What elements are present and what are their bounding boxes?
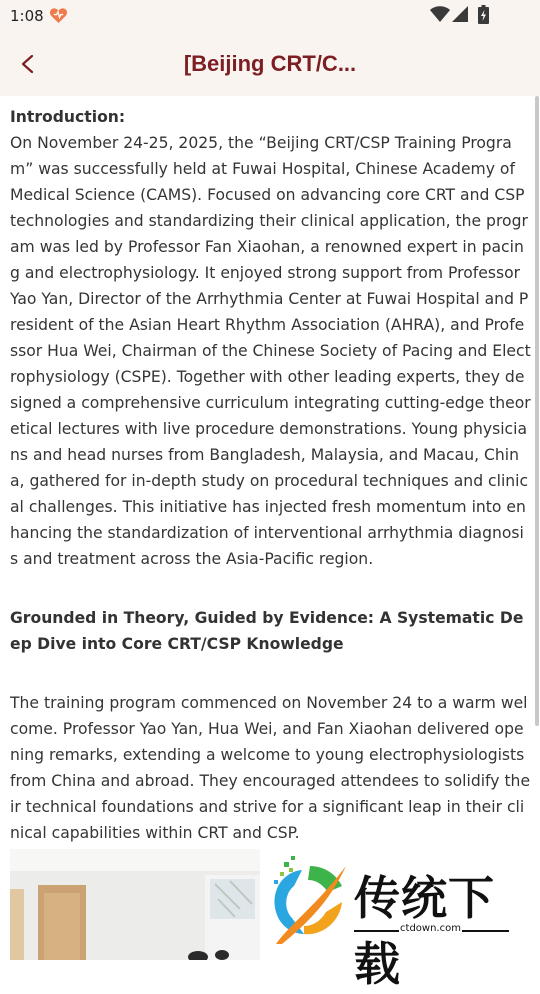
back-button[interactable] — [6, 42, 50, 86]
page-title: [Beijing CRT/C... — [183, 51, 357, 76]
logo-icon — [262, 852, 350, 948]
status-time: 1:08 — [10, 7, 44, 25]
section-heading: Grounded in Theory, Guided by Evidence: A Systematic Deep Dive into Core CRT/CSP Knowledge — [10, 609, 524, 653]
watermark-divider — [462, 930, 509, 932]
article-content — [10, 104, 531, 846]
section-paragraph: The training program commenced on November 24 to a warm welcome. Professor Yao Yan, Hua Wei, and Fan Xiaohan delivered opening remarks, extending a welcome to young electrophysiologists from China and abroad. They encouraged attendees to solidify their technical foundations and strive for a significant leap in their clinical capabilities within CRT and CSP. — [10, 694, 531, 842]
scrollbar[interactable] — [535, 96, 539, 726]
watermark-url: ctdown.com — [400, 923, 461, 934]
app-bar — [0, 32, 540, 96]
intro-paragraph: On November 24-25, 2025, the “Beijing CRT/CSP Training Program” was successfully held at Fuwai Hospital, Chinese Academy of Medical Science (CAMS). Focused on advancing core CRT and CSP technologies and standardizing their clinical application, the program was led by Professor Fan Xiaohan, a renowned expert in pacing and electrophysiology. It enjoyed strong support from Professor Yao Yan, Director of the Arrhythmia Center at Fuwai Hospital and President of the Asian Heart Rhythm Association (AHRA), and Professor Hua Wei, Chairman of the Chinese Society of Pacing and Electrophysiology (CSPE). Together with other leading experts, they designed a comprehensive curriculum integrating cutting-edge theoretical lectures with live procedure demonstrations. Young physicians and head nurses from Bangladesh, Malaysia, and Macau, China, gathered for in-depth study on procedural techniques and clinical challenges. This initiative has injected fresh momentum into enhancing the standardization of interventional arrhythmia diagnosis and treatment across the Asia-Pacific region. — [10, 134, 531, 568]
heart-icon — [49, 7, 68, 24]
spacer — [10, 572, 531, 605]
photo-image — [10, 849, 260, 960]
wifi-icon — [430, 6, 450, 22]
back-arrow-icon — [17, 53, 39, 75]
watermark-logo — [262, 852, 532, 991]
spacer — [10, 657, 531, 690]
watermark-divider — [354, 930, 399, 932]
watermark-brand: 传统下载 — [354, 871, 495, 991]
article-photo — [10, 849, 260, 960]
battery-icon — [478, 5, 489, 24]
status-bar — [0, 0, 540, 32]
signal-icon — [452, 6, 468, 22]
intro-label: Introduction: — [10, 108, 126, 126]
